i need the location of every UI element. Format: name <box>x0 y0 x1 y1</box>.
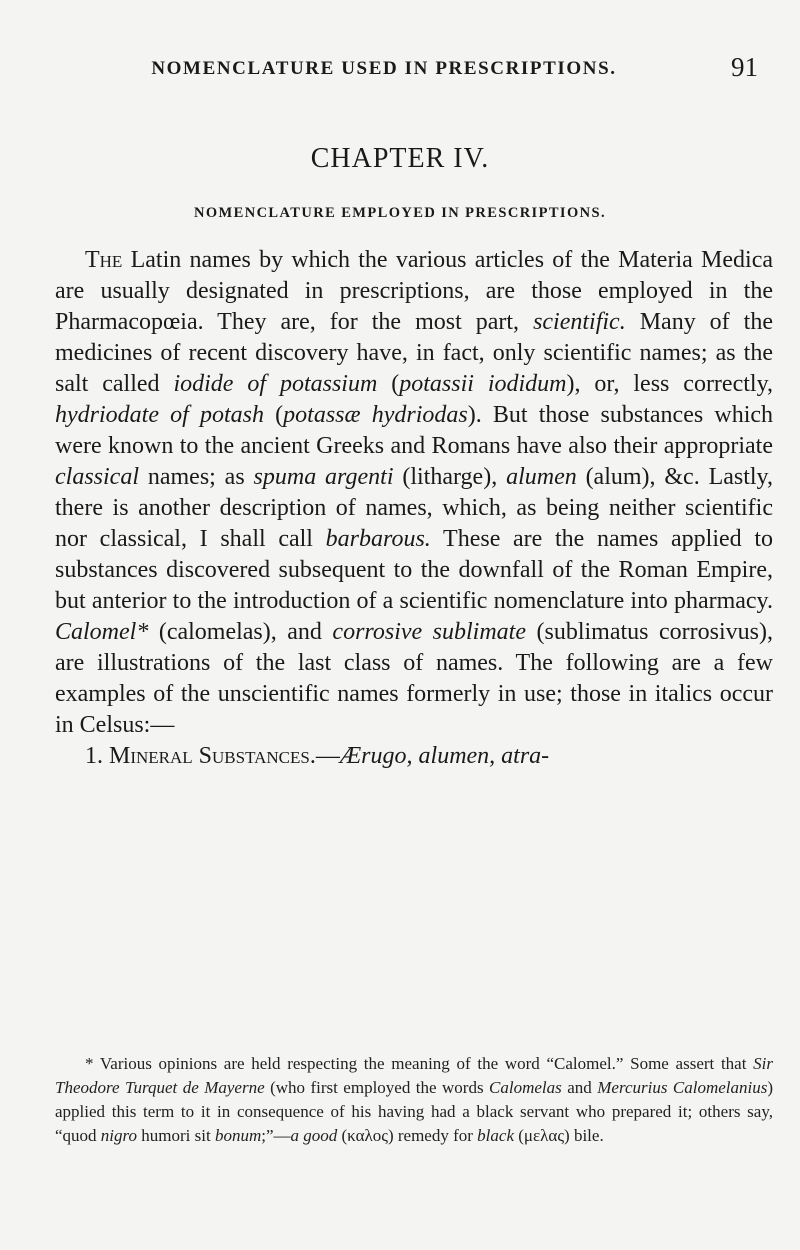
italic-run: spuma argenti <box>253 464 394 490</box>
italic-run: scientific. <box>533 309 626 335</box>
text-run: and <box>561 1078 598 1097</box>
opening-word: The <box>85 247 123 273</box>
italic-run: classical <box>55 464 139 490</box>
text-run: Latin names by which the various articles of the Materia Medica are usually designated in prescriptions, are those employed in the Pharmacopœia. They are, for the most part, <box>55 247 773 335</box>
running-head <box>84 52 758 86</box>
italic-run: bonum <box>214 1126 262 1145</box>
italic-run: Calomel* <box>55 619 149 645</box>
italic-run: potassii iodidum <box>399 371 567 397</box>
running-title: NOMENCLATURE USED IN PRESCRIPTIONS. <box>151 58 617 79</box>
italic-run: hydriodate of potash <box>55 402 264 428</box>
footnote-text <box>55 1052 773 1148</box>
italic-run: barbarous. <box>325 526 431 552</box>
chapter-title: CHAPTER IV. <box>310 143 490 174</box>
text-run: ( <box>377 371 400 397</box>
italic-run: black <box>477 1126 514 1145</box>
italic-run: Sir Theodore Turquet de Mayerne <box>55 1054 773 1097</box>
item-heading: Mineral Substances <box>109 743 310 769</box>
text-run: Many of the medicines of recent discovery have, in fact, only scientific names; as the salt called <box>55 309 773 397</box>
italic-run: alumen <box>506 464 577 490</box>
text-run: .— <box>309 743 340 769</box>
italic-run: potassæ hydriodas <box>283 402 468 428</box>
italic-run: Mercurius Calomelanius <box>597 1078 768 1097</box>
body-text <box>55 245 773 772</box>
text-run: humori sit <box>137 1126 215 1145</box>
item-number: 1. <box>85 743 109 769</box>
italic-run: a good <box>290 1126 338 1145</box>
text-run: names; as <box>139 464 254 490</box>
text-run: ;”— <box>261 1126 291 1145</box>
italic-run: iodide of potassium <box>173 371 378 397</box>
italic-run: Ærugo, alumen, atra- <box>339 743 550 769</box>
italic-run: corrosive sublimate <box>332 619 527 645</box>
italic-run: Calomelas <box>489 1078 562 1097</box>
list-item-mineral-substances <box>55 741 773 772</box>
paragraph-intro <box>55 245 773 741</box>
text-run: These are the names applied to substances discovered subsequent to the downfall of the Roman Empire, but anterior to the introduction of a scientific nomenclature into pharmacy. <box>55 526 773 614</box>
text-run: ( <box>264 402 284 428</box>
text-run: ). But those substances which were known to the ancient Greeks and Romans have also their appropriate <box>55 402 774 459</box>
text-run: ) applied this term to it in consequence of his having had a black servant who prepared it; others say, “quod <box>55 1078 774 1145</box>
chapter-subtitle: NOMENCLATURE EMPLOYED IN PRESCRIPTIONS. <box>193 205 607 221</box>
footnote <box>55 1052 773 1148</box>
text-run: (καλος) remedy for <box>337 1126 478 1145</box>
text-run: (who first employed the words <box>264 1078 490 1097</box>
text-run: (alum), &c. Lastly, there is another description of names, which, as being neither scientific nor classical, I shall call <box>55 464 773 552</box>
text-run: (μελας) bile. <box>514 1126 604 1145</box>
italic-run: nigro <box>100 1126 138 1145</box>
text-run: (sublimatus corrosivus), are illustrations of the last class of names. The following are a few examples of the unscientific names formerly in use; those in italics occur in Celsus:— <box>55 619 773 738</box>
text-run: * Various opinions are held respecting the meaning of the word “Calomel.” Some assert that <box>85 1054 754 1073</box>
text-run: (litharge), <box>393 464 507 490</box>
text-run: ), or, less correctly, <box>566 371 774 397</box>
text-run: (calomelas), and <box>148 619 333 645</box>
page-number: 91 <box>731 52 758 82</box>
